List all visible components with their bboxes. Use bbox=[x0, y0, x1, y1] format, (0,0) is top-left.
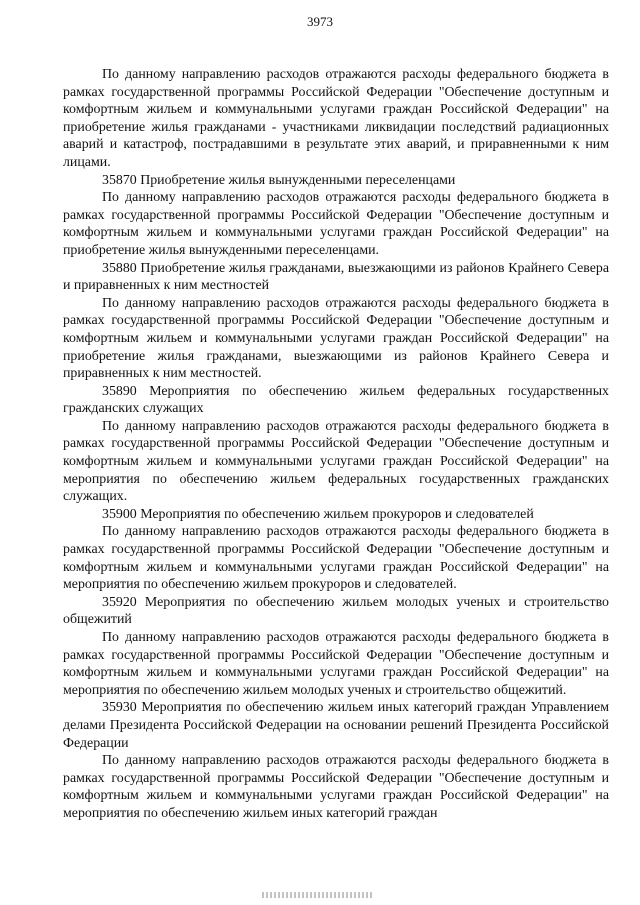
heading-35920: 35920 Мероприятия по обеспечению жильем молодых ученых и строительство общежитий bbox=[63, 594, 609, 628]
paragraph-description: По данному направлению расходов отражаются расходы федерального бюджета в рамках государственной программы Российской Федерации "Обеспечение доступным и комфортным жильем и коммунальными услугами граждан Российской Федерации" на приобретение жилья вынужденными переселенцами. bbox=[63, 190, 609, 258]
paragraph-description: По данному направлению расходов отражаются расходы федерального бюджета в рамках государственной программы Российской Федерации "Обеспечение доступным и комфортным жильем и коммунальными услугами граждан Российской Федерации" на мероприятия по обеспечению жильем прокуроров и следователей. bbox=[63, 524, 609, 593]
document-body bbox=[63, 66, 609, 823]
paragraph-description: По данному направлению расходов отражаются расходы федерального бюджета в рамках государственной программы Российской Федерации "Обеспечение доступным и комфортным жильем и коммунальными услугами граждан Российской Федерации" на мероприятия по обеспечению жильем иных категорий граждан bbox=[63, 753, 609, 821]
heading-35930: 35930 Мероприятия по обеспечению жильем иных категорий граждан Управлением делами Президента Российской Федерации на основании решений Президента Российской Федерации bbox=[63, 700, 609, 751]
paragraph-description: По данному направлению расходов отражаются расходы федерального бюджета в рамках государственной программы Российской Федерации "Обеспечение доступным и комфортным жильем и коммунальными услугами граждан Российской Федерации" на мероприятия по обеспечению жильем федеральных государственных гражданских служащих. bbox=[63, 418, 609, 505]
paragraph-description: По данному направлению расходов отражаются расходы федерального бюджета в рамках государственной программы Российской Федерации "Обеспечение доступным и комфортным жильем и коммунальными услугами граждан Российской Федерации" на приобретение жилья гражданами - участниками ликвидации последствий радиационных аварий и катастроф, пострадавшими в результате этих аварий, и приравненными к ним лицами. bbox=[63, 67, 609, 170]
paragraph-description: По данному направлению расходов отражаются расходы федерального бюджета в рамках государственной программы Российской Федерации "Обеспечение доступным и комфортным жильем и коммунальными услугами граждан Российской Федерации" на приобретение жилья гражданами, выезжающими из районов Крайнего Севера и приравненных к ним местностей. bbox=[63, 295, 609, 382]
paragraph-description: По данному направлению расходов отражаются расходы федерального бюджета в рамках государственной программы Российской Федерации "Обеспечение доступным и комфортным жильем и коммунальными услугами граждан Российской Федерации" на мероприятия по обеспечению жильем молодых ученых и строительство общежитий. bbox=[63, 630, 609, 698]
heading-35890: 35890 Мероприятия по обеспечению жильем федеральных государственных гражданских служащих bbox=[63, 383, 609, 417]
scan-mark bbox=[262, 892, 372, 898]
page-number: 3973 bbox=[307, 14, 333, 29]
heading-35880: 35880 Приобретение жилья гражданами, выезжающими из районов Крайнего Севера и приравненных к ним местностей bbox=[63, 260, 609, 294]
heading-35870: 35870 Приобретение жилья вынужденными переселенцами bbox=[102, 172, 456, 188]
heading-35900: 35900 Мероприятия по обеспечению жильем прокуроров и следователей bbox=[102, 506, 534, 522]
